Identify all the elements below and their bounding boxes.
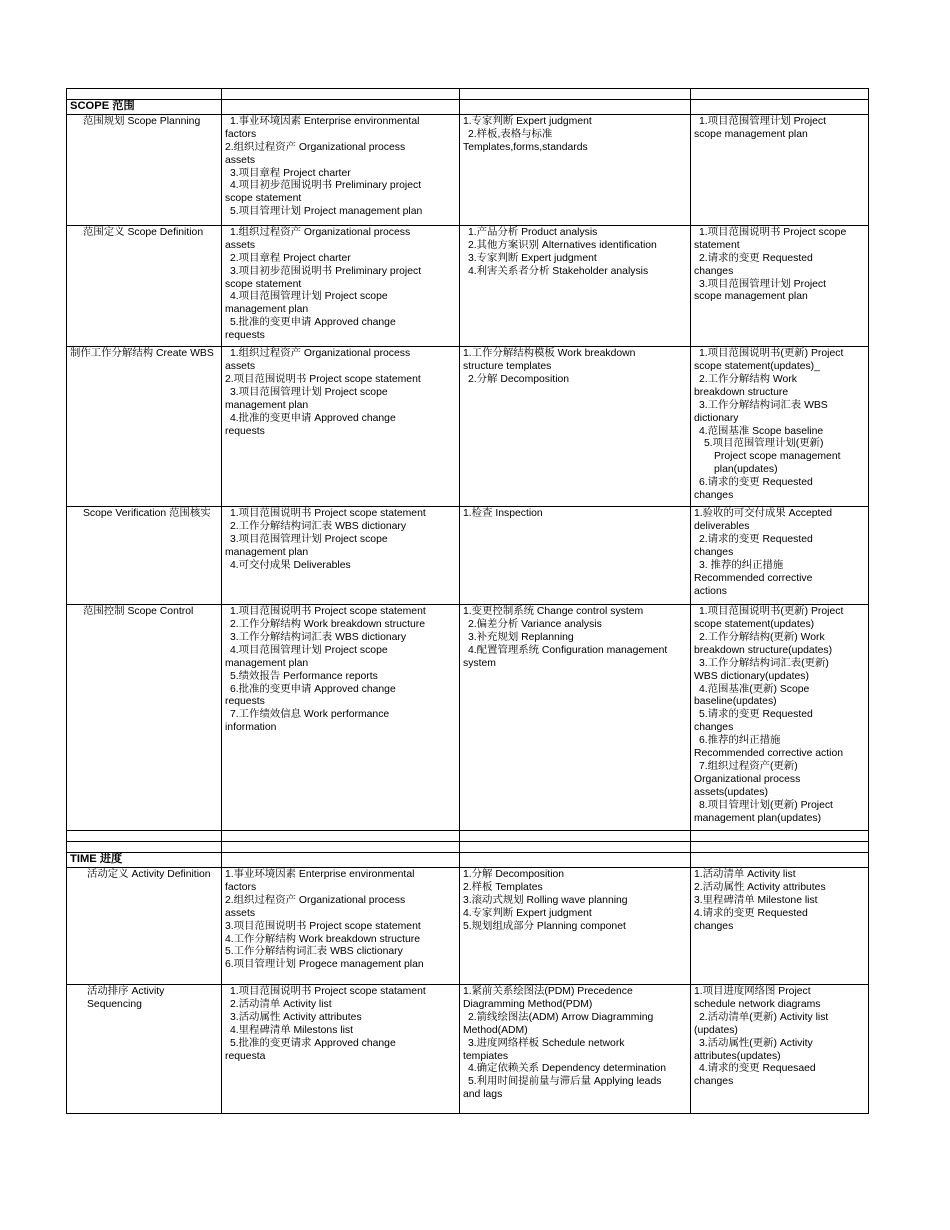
- cell-line: deliverables: [694, 520, 750, 532]
- inputs-cell: [222, 507, 460, 605]
- cell-line: requests: [225, 425, 265, 437]
- cell-line: 4.配置管理系统 Configuration management: [468, 644, 668, 656]
- cell-line: 2.请求的变更 Requested: [699, 252, 813, 264]
- cell-line: 2.活动属性 Activity attributes: [694, 881, 826, 893]
- cell-line: Organizational process: [694, 773, 801, 785]
- outputs-cell: [691, 225, 869, 346]
- cell-line: Method(ADM): [463, 1024, 528, 1036]
- process-name: 活动定义 Activity Definition: [87, 868, 211, 880]
- tools-cell: [460, 867, 691, 984]
- cell-line: assets(updates): [694, 786, 768, 798]
- cell-line: assets: [225, 907, 256, 919]
- process-row: [67, 507, 869, 605]
- cell-line: 5.请求的变更 Requested: [699, 709, 813, 721]
- cell-line: management plan: [225, 399, 309, 411]
- cell-line: 2.项目章程 Project charter: [230, 252, 351, 264]
- cell-line: scope management plan: [694, 291, 808, 303]
- cell-line: 3.活动属性 Activity attributes: [230, 1011, 362, 1023]
- cell-line: 4.请求的变更 Requested: [694, 907, 808, 919]
- process-row: [67, 114, 869, 225]
- cell-line: 1.检查 Inspection: [463, 508, 543, 520]
- empty-cell: [691, 100, 869, 115]
- cell-line: 3.项目范围管理计划 Project scope: [230, 386, 388, 398]
- cell-line: scope management plan: [694, 128, 808, 140]
- inputs-cell: [222, 225, 460, 346]
- cell-line: 2.工作分解结构词汇表 WBS dictionary: [230, 520, 407, 532]
- cell-line: Project scope management: [714, 451, 841, 463]
- empty-cell: [67, 831, 222, 842]
- cell-line: 1.项目范围说明书 Project scope statement: [230, 508, 426, 520]
- cell-line: 3.专家判断 Expert judgment: [468, 252, 597, 264]
- cell-line: 3.项目范围管理计划 Project: [699, 278, 827, 290]
- outputs-cell: [691, 114, 869, 225]
- cell-line: 2.工作分解结构 Work: [699, 373, 797, 385]
- cell-line: 5.项目范围管理计划(更新): [704, 438, 824, 450]
- cell-line: 5.工作分解结构词汇表 WBS clictionary: [225, 946, 403, 958]
- empty-cell: [460, 831, 691, 842]
- process-row: [67, 984, 869, 1113]
- cell-line: 3.项目章程 Project charter: [230, 167, 351, 179]
- tools-cell: [460, 347, 691, 507]
- cell-line: 3.工作分解结构词汇表(更新): [699, 657, 829, 669]
- cell-line: Diagramming Method(PDM): [463, 998, 593, 1010]
- cell-line: 1.项目范围说明书 Project scope: [699, 226, 847, 238]
- cell-line: 3. 推荐的纠正措施: [699, 559, 784, 571]
- process-name-cell: [67, 507, 222, 605]
- cell-line: 1.工作分解结构模板 Work breakdown: [463, 348, 636, 360]
- section-header-row: [67, 100, 869, 115]
- cell-line: 5.批准的变更申请 Approved change: [230, 317, 396, 329]
- cell-line: 4.专家判断 Expert judgment: [463, 907, 592, 919]
- cell-line: 1.组织过程资产 Organizational process: [230, 226, 411, 238]
- empty-cell: [222, 842, 460, 853]
- cell-line: 4.可交付成果 Deliverables: [230, 559, 351, 571]
- cell-line: breakdown structure(updates): [694, 644, 833, 656]
- cell-line: 1.项目范围说明书(更新) Project: [699, 348, 844, 360]
- spacer-row: [67, 831, 869, 842]
- cell-line: 3.工作分解结构词汇表 WBS: [699, 399, 828, 411]
- section-title-cell: [67, 853, 222, 868]
- empty-cell: [67, 842, 222, 853]
- cell-line: assets: [225, 239, 256, 251]
- cell-line: 1.活动清单 Activity list: [694, 868, 796, 880]
- empty-cell: [67, 89, 222, 100]
- section-title: SCOPE 范围: [70, 100, 135, 112]
- cell-line: baseline(updates): [694, 696, 777, 708]
- cell-line: 2.偏差分析 Variance analysis: [468, 618, 602, 630]
- empty-cell: [691, 89, 869, 100]
- cell-line: 5.规划组成部分 Planning componet: [463, 920, 626, 932]
- cell-line: 8.项目管理计划(更新) Project: [699, 799, 833, 811]
- outputs-cell: [691, 867, 869, 984]
- cell-line: Recommended corrective: [694, 572, 813, 584]
- section-header-row: [67, 853, 869, 868]
- cell-line: 2.组织过程资产 Organizational process: [225, 141, 406, 153]
- empty-cell: [460, 100, 691, 115]
- cell-line: 5.项目管理计划 Project management plan: [230, 206, 423, 218]
- cell-line: 1.事业环境因素 Enterprise environmental: [230, 115, 420, 127]
- process-row: [67, 867, 869, 984]
- cell-line: 1.项目范围说明书 Project scope statement: [230, 606, 426, 618]
- cell-line: 7.组织过程资产(更新): [699, 760, 798, 772]
- cell-line: changes: [694, 920, 734, 932]
- cell-line: 2.样板 Templates: [463, 881, 543, 893]
- cell-line: 2.项目范围说明书 Project scope statement: [225, 373, 421, 385]
- cell-line: changes: [694, 265, 734, 277]
- cell-line: 3.项目范围说明书 Project scope statement: [225, 920, 421, 932]
- cell-line: 2.组织过程资产 Organizational process: [225, 894, 406, 906]
- cell-line: assets: [225, 360, 256, 372]
- cell-line: statement: [694, 239, 740, 251]
- cell-line: factors: [225, 881, 257, 893]
- cell-line: 2.工作分解结构 Work breakdown structure: [230, 618, 425, 630]
- cell-line: 4.工作分解结构 Work breakdown structure: [225, 933, 420, 945]
- cell-line: 4.确定依赖关系 Dependency determination: [468, 1063, 667, 1075]
- tools-cell: [460, 605, 691, 831]
- process-name: 活动排序 Activity Sequencing: [87, 985, 165, 1010]
- empty-cell: [691, 842, 869, 853]
- cell-line: management plan: [225, 546, 309, 558]
- process-row: [67, 225, 869, 346]
- outputs-cell: [691, 984, 869, 1113]
- cell-line: scope statement: [225, 278, 302, 290]
- cell-line: (updates): [694, 1024, 738, 1036]
- empty-cell: [460, 853, 691, 868]
- outputs-cell: [691, 605, 869, 831]
- empty-cell: [691, 831, 869, 842]
- cell-line: changes: [694, 722, 734, 734]
- cell-line: 5.批准的变更请求 Approved change: [230, 1037, 396, 1049]
- cell-line: changes: [694, 1076, 734, 1088]
- cell-line: 2.分解 Decomposition: [468, 373, 570, 385]
- cell-line: 4.项目范围管理计划 Project scope: [230, 291, 388, 303]
- process-name-cell: [67, 347, 222, 507]
- cell-line: 4.项目范围管理计划 Project scope: [230, 644, 388, 656]
- tools-cell: [460, 114, 691, 225]
- cell-line: 3.滚动式规划 Rolling wave planning: [463, 894, 628, 906]
- section-title-cell: [67, 100, 222, 115]
- cell-line: 1.变更控制系统 Change control system: [463, 606, 644, 618]
- cell-line: dictionary: [694, 412, 739, 424]
- cell-line: 6.项目管理计划 Progece management plan: [225, 959, 424, 971]
- cell-line: management plan(updates): [694, 812, 822, 824]
- cell-line: 1.验收的可交付成果 Accepted: [694, 508, 832, 520]
- process-name-cell: [67, 605, 222, 831]
- inputs-cell: [222, 867, 460, 984]
- cell-line: attributes(updates): [694, 1050, 781, 1062]
- cell-line: 2.样板,表格与标准: [468, 128, 553, 140]
- tools-cell: [460, 984, 691, 1113]
- cell-line: 3.进度网络样板 Schedule network: [468, 1037, 625, 1049]
- cell-line: 1.事业环境因素 Enterprise environmental: [225, 868, 415, 880]
- cell-line: assets: [225, 154, 256, 166]
- process-name-cell: [67, 114, 222, 225]
- process-table: [66, 88, 869, 1114]
- inputs-cell: [222, 347, 460, 507]
- cell-line: 3.活动属性(更新) Activity: [699, 1037, 813, 1049]
- cell-line: 6.批准的变更申请 Approved change: [230, 683, 396, 695]
- cell-line: factors: [225, 128, 257, 140]
- cell-line: 5.绩效报告 Performance reports: [230, 670, 378, 682]
- tools-cell: [460, 225, 691, 346]
- cell-line: 4.批准的变更申请 Approved change: [230, 412, 396, 424]
- cell-line: 2.箭线绘图法(ADM) Arrow Diagramming: [468, 1011, 654, 1023]
- cell-line: and lags: [463, 1089, 503, 1101]
- process-name: 范围规划 Scope Planning: [83, 115, 201, 127]
- process-row: [67, 605, 869, 831]
- cell-line: 1.产品分析 Product analysis: [468, 226, 598, 238]
- cell-line: 4.请求的变更 Requesaed: [699, 1063, 816, 1075]
- cell-line: 4.项目初步范围说明书 Preliminary project: [230, 180, 422, 192]
- process-name-cell: [67, 867, 222, 984]
- cell-line: 6.请求的变更 Requested: [699, 477, 813, 489]
- cell-line: 2.活动清单(更新) Activity list: [699, 1011, 829, 1023]
- cell-line: 2.工作分解结构(更新) Work: [699, 631, 825, 643]
- cell-line: 3.项目范围管理计划 Project scope: [230, 533, 388, 545]
- cell-line: 4.里程碑清单 Milestons list: [230, 1024, 353, 1036]
- process-name: 制作工作分解结构 Create WBS: [70, 348, 214, 360]
- cell-line: schedule network diagrams: [694, 998, 821, 1010]
- cell-line: 4.范围基准 Scope baseline: [699, 425, 824, 437]
- cell-line: tempiates: [463, 1050, 509, 1062]
- outputs-cell: [691, 347, 869, 507]
- cell-line: 3.里程碑清单 Milestone list: [694, 894, 818, 906]
- cell-line: 1.紧前关系绘图法(PDM) Precedence: [463, 985, 633, 997]
- cell-line: 2.请求的变更 Requested: [699, 533, 813, 545]
- empty-cell: [460, 842, 691, 853]
- cell-line: 2.活动清单 Activity list: [230, 998, 332, 1010]
- process-name: Scope Verification 范围核实: [83, 508, 211, 520]
- cell-line: 1.专家判断 Expert judgment: [463, 115, 592, 127]
- cell-line: 4.范围基准(更新) Scope: [699, 683, 810, 695]
- cell-line: plan(updates): [714, 464, 778, 476]
- cell-line: 1.项目进度网络图 Project: [694, 985, 811, 997]
- cell-line: 5.利用时间提前量与滞后量 Applying leads: [468, 1076, 662, 1088]
- cell-line: information: [225, 722, 277, 734]
- cell-line: WBS dictionary(updates): [694, 670, 809, 682]
- spacer-row: [67, 89, 869, 100]
- cell-line: scope statement(updates): [694, 618, 815, 630]
- cell-line: breakdown structure: [694, 386, 789, 398]
- empty-cell: [222, 831, 460, 842]
- cell-line: 3.工作分解结构词汇表 WBS dictionary: [230, 631, 407, 643]
- section-title: TIME 进度: [70, 853, 123, 866]
- empty-cell: [460, 89, 691, 100]
- cell-line: Recommended corrective action: [694, 748, 844, 760]
- process-name: 范围控制 Scope Control: [83, 606, 194, 618]
- cell-line: 1.项目范围说明书(更新) Project: [699, 606, 844, 618]
- cell-line: 1.组织过程资产 Organizational process: [230, 348, 411, 360]
- cell-line: structure templates: [463, 360, 552, 372]
- cell-line: changes: [694, 546, 734, 558]
- cell-line: 1.项目范围管理计划 Project: [699, 115, 827, 127]
- cell-line: 1.分解 Decomposition: [463, 868, 565, 880]
- cell-line: 7.工作绩效信息 Work performance: [230, 709, 390, 721]
- empty-cell: [691, 853, 869, 868]
- process-name: 范围定义 Scope Definition: [83, 226, 204, 238]
- empty-cell: [222, 853, 460, 868]
- process-name-cell: [67, 225, 222, 346]
- cell-line: system: [463, 657, 496, 669]
- cell-line: 2.其他方案识别 Alternatives identification: [468, 239, 657, 251]
- cell-line: actions: [694, 585, 727, 597]
- cell-line: changes: [694, 490, 734, 502]
- inputs-cell: [222, 984, 460, 1113]
- cell-line: management plan: [225, 657, 309, 669]
- process-row: [67, 347, 869, 507]
- cell-line: scope statement(updates)_: [694, 360, 820, 372]
- cell-line: 6.推荐的纠正措施: [699, 735, 781, 747]
- cell-line: management plan: [225, 304, 309, 316]
- cell-line: requests: [225, 330, 265, 342]
- cell-line: 1.项目范围说明书 Project scope statament: [230, 985, 426, 997]
- outputs-cell: [691, 507, 869, 605]
- empty-cell: [222, 100, 460, 115]
- inputs-cell: [222, 605, 460, 831]
- inputs-cell: [222, 114, 460, 225]
- cell-line: requests: [225, 696, 265, 708]
- cell-line: 3.补充规划 Replanning: [468, 631, 574, 643]
- tools-cell: [460, 507, 691, 605]
- cell-line: 3.项目初步范围说明书 Preliminary project: [230, 265, 422, 277]
- cell-line: requesta: [225, 1050, 266, 1062]
- process-name-cell: [67, 984, 222, 1113]
- cell-line: Templates,forms,standards: [463, 141, 588, 153]
- cell-line: 4.利害关系者分析 Stakeholder analysis: [468, 265, 649, 277]
- empty-cell: [222, 89, 460, 100]
- cell-line: scope statement: [225, 193, 302, 205]
- spacer-row: [67, 842, 869, 853]
